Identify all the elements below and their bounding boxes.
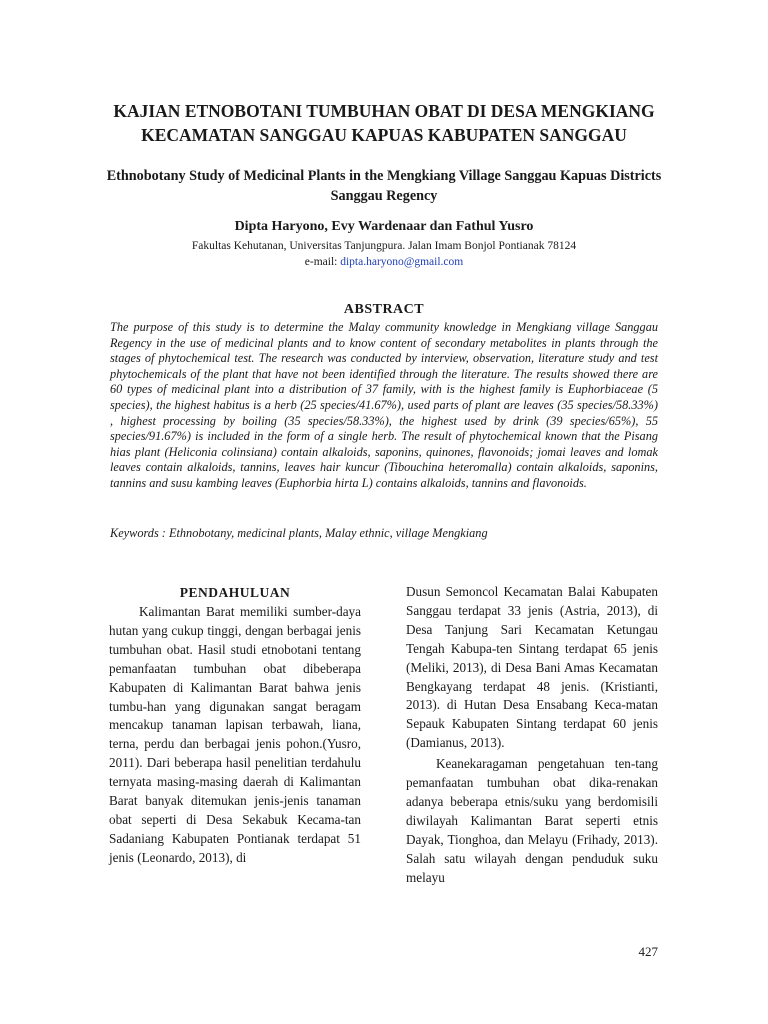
right-column bbox=[406, 583, 658, 888]
keywords: Keywords : Ethnobotany, medicinal plants, Malay ethnic, village Mengkiang bbox=[110, 526, 488, 540]
page-number: 427 bbox=[638, 944, 658, 959]
body-paragraph: Keanekaragaman pengetahuan ten-tang pemanfaatan tumbuhan obat dika-renakan adanya beberapa etnis/suku yang berdomisili diwilayah Kalimantan Barat seperti etnis Dayak, Tionghoa, dan Melayu (Frihady, 2013). Salah satu wilayah dengan penduduk suku melayu bbox=[406, 756, 658, 885]
affiliation: Fakultas Kehutanan, Universitas Tanjungpura. Jalan Imam Bonjol Pontianak 78124 bbox=[191, 240, 577, 252]
email-line bbox=[60, 254, 708, 270]
left-column bbox=[109, 583, 361, 868]
email-label: e-mail: bbox=[304, 256, 338, 268]
abstract-text: The purpose of this study is to determine the Malay community knowledge in Mengkiang village Sanggau Regency in the use of medicinal plants and to know content of secondary metabolites in plants through the stages of phytochemical test. The research was conducted by interview, observation, literature study and test phytochemicals of the plant that have not been identified through the literature. The results showed there are 60 types of medicinal plant into a distribution of 37 family, with is the highest family is Euphorbiaceae (5 species), the highest habitus is a herb (25 species/41.67%), used parts of plant are leaves (35 species/58.33%) , highest processing by boiling (35 species/58.33%), the highest used by drink (39 species/65%), 55 species/91.67%) is included in the form of a single herb. The result of phytochemical known that the Pisang hias plant (Heliconia colinsiana) contain alkaloids, saponins, quinones, flavonoids; jomai leaves and lomak leaves contain alkaloids, tannins, leaves hair kuncur (Tibouchina heteromalla) contain alkaloids, saponins, tannins and susu kambing leaves (Euphorbia hirta L) contains alkaloids, tannins and flavonoids. bbox=[110, 320, 658, 490]
body-paragraph: Kalimantan Barat memiliki sumber-daya hutan yang cukup tinggi, dengan berbagai jenis tumbuhan obat. Hasil studi etnobotani tentang pemanfaatan tumbuhan obat dibeberapa Kabupaten di Kalimantan Barat bahwa jenis tumbu-han yang digunakan sangat beragam mencakup tanaman lapisan terbawah, liana, terna, perdu dan berbagai jenis pohon.(Yusro, 2011). Dari beberapa hasil penelitian terdahulu ternyata masing-masing daerah di Kalimantan Barat banyak ditemukan jenis-jenis tanaman obat seperti di Desa Sekabuk Kecama-tan Sadaniang Kabupaten Pontianak terdapat 51 jenis (Leonardo, 2013), di bbox=[109, 604, 361, 865]
paper-subtitle: Ethnobotany Study of Medicinal Plants in the Mengkiang Village Sanggau Kapuas Districts Sanggau Regency bbox=[106, 168, 662, 204]
abstract-heading: ABSTRACT bbox=[343, 302, 425, 317]
paper-title: KAJIAN ETNOBOTANI TUMBUHAN OBAT DI DESA MENGKIANG KECAMATAN SANGGAU KAPUAS KABUPATEN SANGGAU bbox=[113, 101, 655, 145]
section-heading-pendahuluan: PENDAHULUAN bbox=[179, 585, 291, 600]
body-paragraph: Dusun Semoncol Kecamatan Balai Kabupaten Sanggau terdapat 33 jenis (Astria, 2013), di Desa Tanjung Sari Kecamatan Ketungau Tengah Kabupa-ten Sintang terdapat 65 jenis (Meliki, 2013), di Desa Bani Amas Kecamatan Bengkayang terdapat 48 jenis. (Kristianti, 2013). di Hutan Desa Ensabang Keca-matan Sepauk Kabupaten Sintang terdapat 60 jenis (Damianus, 2013). bbox=[406, 584, 658, 751]
author-list: Dipta Haryono, Evy Wardenaar dan Fathul Yusro bbox=[234, 219, 534, 234]
email-link[interactable]: dipta.haryono@gmail.com bbox=[340, 256, 464, 268]
